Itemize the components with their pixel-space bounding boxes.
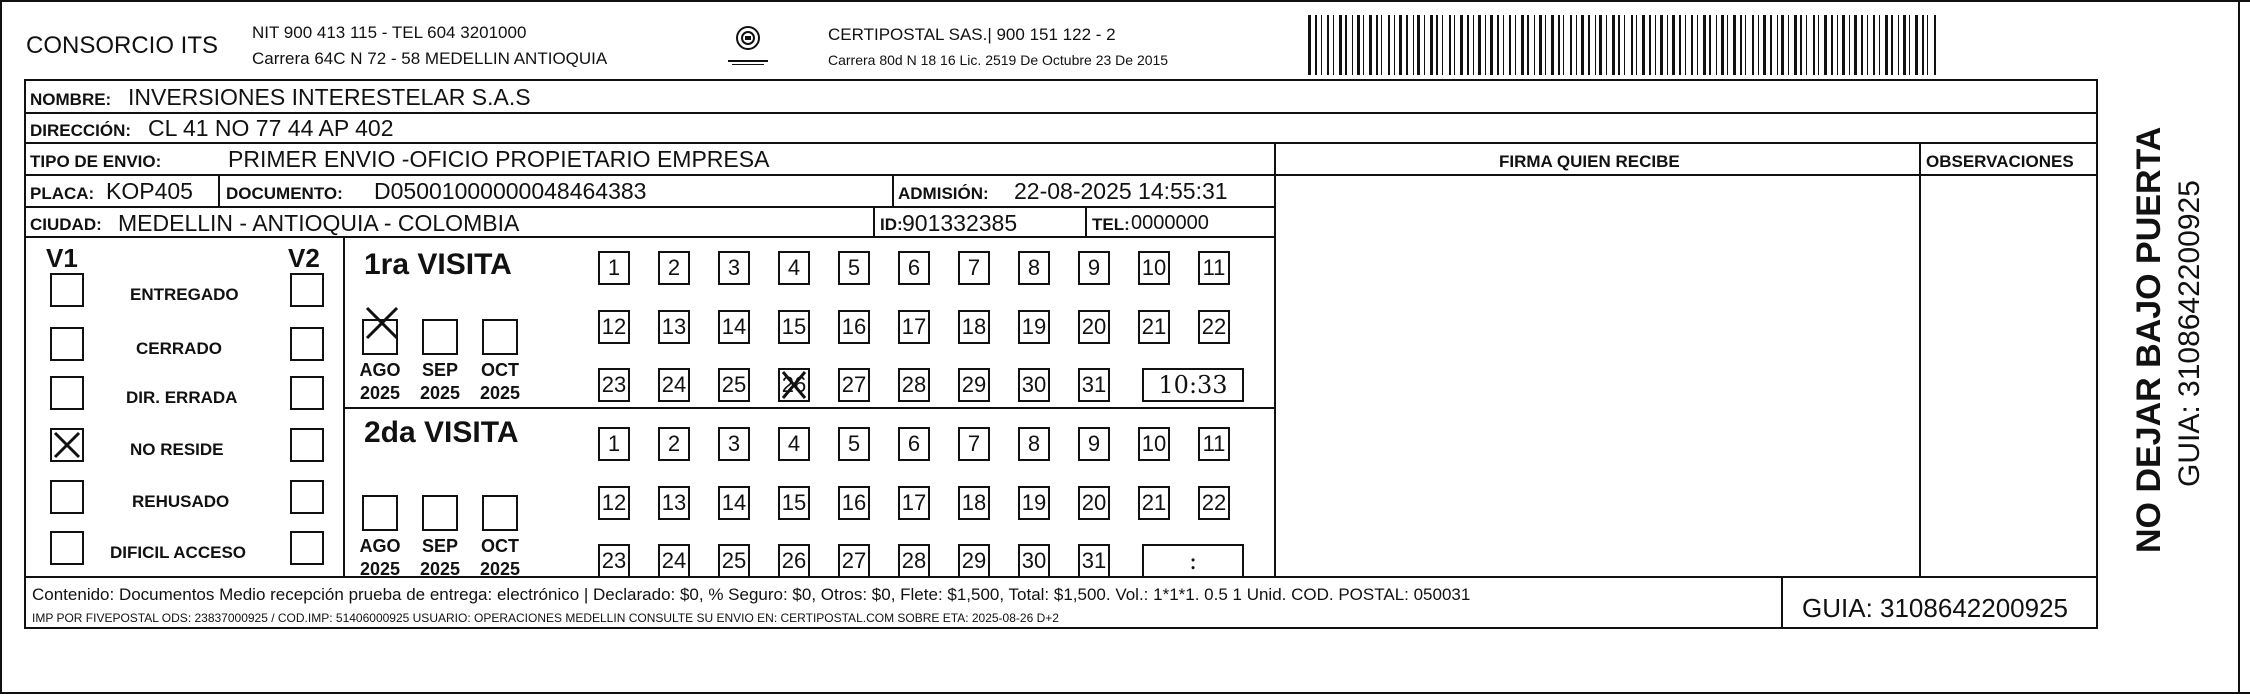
contenido-text: Contenido: Documentos Medio recepción prueba de entrega: electrónico | Declarado: $0, % Seguro: $0, Otros: $0, Flete: $1,500, Total: $1,500. Vol.: 1*1*1. 0.5 1 Unid. COD. POSTAL: 050031 (32, 585, 1471, 604)
status-label: NO RESIDE (130, 440, 224, 459)
footer-guia-divider (1781, 576, 1783, 629)
visit1-day-box[interactable]: 19 (1018, 310, 1050, 344)
visit2-day-box[interactable]: 3 (718, 427, 750, 461)
visit2-month-label: AGO 2025 (359, 536, 401, 579)
status-label: ENTREGADO (130, 285, 239, 304)
visit1-month-checkbox[interactable] (482, 319, 518, 355)
visit2-day-box[interactable]: 21 (1138, 486, 1170, 520)
v2-checkbox[interactable] (290, 428, 324, 462)
obs-left-line (1919, 142, 1921, 577)
visit1-day-box[interactable]: 6 (898, 251, 930, 285)
v2-header: V2 (288, 243, 320, 273)
visit2-time-box[interactable]: : (1142, 544, 1244, 578)
row-line-4 (24, 206, 1275, 208)
id-divider (873, 206, 875, 236)
status-label: CERRADO (136, 339, 222, 358)
visit2-day-box[interactable]: 12 (598, 486, 630, 520)
visit2-day-box[interactable]: 31 (1078, 544, 1110, 578)
v2-checkbox[interactable] (290, 327, 324, 361)
visit2-day-box[interactable]: 23 (598, 544, 630, 578)
company-name: CONSORCIO ITS (26, 32, 219, 59)
visit2-day-box[interactable]: 26 (778, 544, 810, 578)
v1-header: V1 (46, 243, 78, 273)
ciudad-value: MEDELLIN - ANTIOQUIA - COLOMBIA (118, 210, 520, 236)
nombre-label: NOMBRE: (30, 90, 112, 109)
v1-checkbox[interactable] (50, 376, 84, 410)
visit1-day-box[interactable]: 26 (778, 368, 810, 402)
visit2-day-box[interactable]: 8 (1018, 427, 1050, 461)
visit2-day-box[interactable]: 9 (1078, 427, 1110, 461)
visit2-day-box[interactable]: 16 (838, 486, 870, 520)
visit2-day-box[interactable]: 30 (1018, 544, 1050, 578)
visit2-day-box[interactable]: 4 (778, 427, 810, 461)
visit2-month-label: OCT 2025 (479, 536, 521, 579)
barcode-icon (1308, 15, 1944, 75)
visit1-day-box[interactable]: 10 (1138, 251, 1170, 285)
visit2-month-checkbox[interactable] (482, 495, 518, 531)
visit2-day-box[interactable]: 25 (718, 544, 750, 578)
row-line-2 (24, 142, 2098, 144)
v2-checkbox[interactable] (290, 480, 324, 514)
observaciones-header: OBSERVACIONES (1926, 152, 2074, 171)
table-bottom-line (24, 627, 2098, 629)
visit2-day-box[interactable]: 10 (1138, 427, 1170, 461)
id-label: ID: (880, 215, 903, 234)
row-line-3 (24, 174, 1275, 176)
visit1-day-box[interactable]: 7 (958, 251, 990, 285)
visit1-day-box[interactable]: 22 (1198, 310, 1230, 344)
tipo-envio-label: TIPO DE ENVIO: (30, 152, 162, 171)
table-right-line (2096, 79, 2098, 628)
footer-top-line (24, 576, 2098, 578)
visit2-day-box[interactable]: 14 (718, 486, 750, 520)
v2-checkbox[interactable] (290, 273, 324, 307)
carrier-name: CERTIPOSTAL SAS.| 900 151 122 - 2 (828, 25, 1116, 44)
documento-value: D05001000000048464383 (374, 178, 647, 204)
tel-value: 0000000 (1131, 212, 1209, 234)
admision-value: 22-08-2025 14:55:31 (1014, 178, 1228, 204)
visit2-day-box[interactable]: 5 (838, 427, 870, 461)
visit2-day-box[interactable]: 11 (1198, 427, 1230, 461)
visit1-month-label: AGO 2025 (359, 360, 401, 403)
carrier-address: Carrera 80d N 18 16 Lic. 2519 De Octubre 23 De 2015 (828, 52, 1169, 68)
footer-guia: GUIA: 3108642200925 (1802, 593, 2068, 623)
visit2-day-box[interactable]: 22 (1198, 486, 1230, 520)
status-label: DIR. ERRADA (126, 388, 238, 407)
visit2-day-box[interactable]: 28 (898, 544, 930, 578)
visit1-day-box[interactable]: 8 (1018, 251, 1050, 285)
v1-checkbox[interactable] (50, 480, 84, 514)
admision-label: ADMISIÓN: (898, 184, 989, 203)
visit2-month-checkbox[interactable] (422, 495, 458, 531)
visit1-day-box[interactable]: 16 (838, 310, 870, 344)
placa-divider (218, 174, 220, 206)
side-header-line (1275, 174, 2098, 176)
right-border (2238, 2, 2240, 694)
v1-checkbox[interactable] (50, 327, 84, 361)
certipostal-logo-icon (726, 20, 770, 68)
table-left-line (24, 79, 26, 628)
visit1-day-box[interactable]: 15 (778, 310, 810, 344)
visit2-day-box[interactable]: 13 (658, 486, 690, 520)
company-address: Carrera 64C N 72 - 58 MEDELLIN ANTIOQUIA (252, 49, 608, 68)
ciudad-label: CIUDAD: (30, 215, 102, 234)
visit2-day-box[interactable]: 6 (898, 427, 930, 461)
company-nit: NIT 900 413 115 - TEL 604 3201000 (252, 23, 527, 42)
v2-checkbox[interactable] (290, 376, 324, 410)
visit2-month-checkbox[interactable] (362, 495, 398, 531)
v1-checkbox[interactable] (50, 531, 84, 565)
imp-text: IMP POR FIVEPOSTAL ODS: 23837000925 / COD.IMP: 51406000925 USUARIO: OPERACIONES MEDELLIN CONSULTE SU ENVIO EN: CERTIPOSTAL.COM SOBRE ETA: 2025-08-26 D+2 (32, 611, 1059, 625)
row-line-5 (24, 236, 1275, 238)
visit1-day-box[interactable]: 18 (958, 310, 990, 344)
status-label: REHUSADO (132, 492, 230, 511)
bottom-border (0, 692, 2250, 694)
row-line-1 (24, 112, 2098, 114)
visit1-day-box[interactable]: 5 (838, 251, 870, 285)
placa-value: KOP405 (106, 178, 193, 204)
visit2-day-box[interactable]: 2 (658, 427, 690, 461)
visit2-day-box[interactable]: 18 (958, 486, 990, 520)
visit1-time-box[interactable]: 10:33 (1142, 368, 1244, 402)
visit2-day-box[interactable]: 27 (838, 544, 870, 578)
visit1-day-cross-mark (780, 369, 808, 401)
no-dejar-bajo-puerta: NO DEJAR BAJO PUERTA (2130, 126, 2168, 553)
visit1-day-box[interactable]: 13 (658, 310, 690, 344)
vertical-guia: GUIA: 3108642200925 (2173, 180, 2206, 487)
visit1-day-box[interactable]: 11 (1198, 251, 1230, 285)
visit1-month-checkbox[interactable] (422, 319, 458, 355)
tel-divider (1085, 206, 1087, 236)
tipo-envio-value: PRIMER ENVIO -OFICIO PROPIETARIO EMPRESA (228, 146, 770, 172)
visit2-day-box[interactable]: 20 (1078, 486, 1110, 520)
visit1-day-box[interactable]: 25 (718, 368, 750, 402)
placa-label: PLACA: (30, 184, 95, 203)
visit1-day-box[interactable]: 17 (898, 310, 930, 344)
v2-checkbox[interactable] (290, 531, 324, 565)
visit1-day-box[interactable]: 14 (718, 310, 750, 344)
visit1-day-box[interactable]: 31 (1078, 368, 1110, 402)
direccion-label: DIRECCIÓN: (30, 121, 132, 140)
visit1-day-box[interactable]: 27 (838, 368, 870, 402)
table-top-line (24, 79, 2098, 81)
visit1-day-box[interactable]: 21 (1138, 310, 1170, 344)
status-label: DIFICIL ACCESO (110, 543, 247, 562)
tel-label: TEL: (1092, 215, 1130, 234)
nombre-value: INVERSIONES INTERESTELAR S.A.S (128, 84, 531, 110)
visit2-day-box[interactable]: 7 (958, 427, 990, 461)
visit1-day-box[interactable]: 28 (898, 368, 930, 402)
visit1-day-box[interactable]: 20 (1078, 310, 1110, 344)
visit1-day-box[interactable]: 4 (778, 251, 810, 285)
visit1-month-label: SEP 2025 (419, 360, 461, 403)
visit1-month-check-mark (364, 305, 400, 341)
visit1-day-box[interactable]: 24 (658, 368, 690, 402)
visit2-day-box[interactable]: 24 (658, 544, 690, 578)
visit1-day-box[interactable]: 3 (718, 251, 750, 285)
firma-header: FIRMA QUIEN RECIBE (1499, 152, 1680, 171)
firma-left-line (1274, 142, 1276, 577)
visit1-month-label: OCT 2025 (479, 360, 521, 403)
visit2-day-box[interactable]: 17 (898, 486, 930, 520)
visit2-day-box[interactable]: 15 (778, 486, 810, 520)
visit1-title: 1ra VISITA (364, 248, 512, 281)
visit1-day-box[interactable]: 2 (658, 251, 690, 285)
direccion-value: CL 41 NO 77 44 AP 402 (148, 115, 394, 141)
visit2-day-box[interactable]: 29 (958, 544, 990, 578)
visit1-day-box[interactable]: 29 (958, 368, 990, 402)
top-border (0, 0, 2250, 2)
admision-divider (892, 174, 894, 206)
visit-divider (343, 407, 1275, 409)
visit1-day-box[interactable]: 30 (1018, 368, 1050, 402)
v1-check-mark (52, 430, 82, 460)
visit1-day-box[interactable]: 23 (598, 368, 630, 402)
visit2-day-box[interactable]: 1 (598, 427, 630, 461)
documento-label: DOCUMENTO: (226, 184, 343, 203)
visit1-day-box[interactable]: 9 (1078, 251, 1110, 285)
visit1-day-box[interactable]: 1 (598, 251, 630, 285)
visit2-title: 2da VISITA (364, 416, 519, 449)
visit2-month-label: SEP 2025 (419, 536, 461, 579)
left-border (0, 2, 2, 694)
visit2-day-box[interactable]: 19 (1018, 486, 1050, 520)
v1-checkbox[interactable] (50, 273, 84, 307)
id-value: 901332385 (902, 210, 1018, 236)
visit1-day-box[interactable]: 12 (598, 310, 630, 344)
